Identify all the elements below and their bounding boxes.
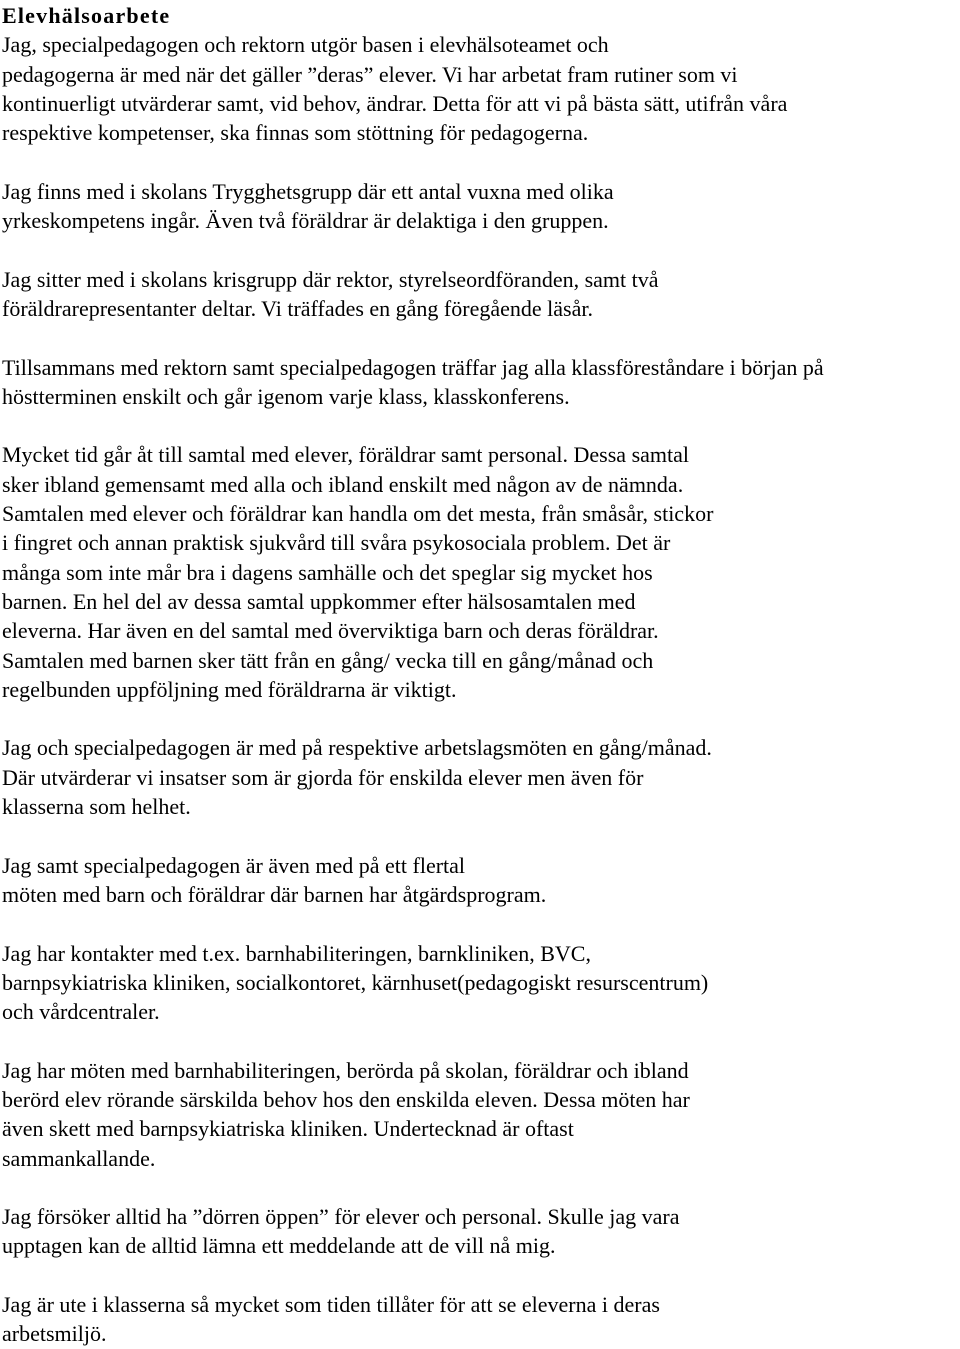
paragraph-line: höstterminen enskilt och går igenom varje klass, klasskonferens.	[2, 383, 570, 409]
paragraph-line: regelbunden uppföljning med föräldrarna är viktigt.	[2, 676, 457, 702]
paragraph-line: Jag har möten med barnhabiliteringen, berörda på skolan, föräldrar och ibland	[2, 1057, 689, 1083]
paragraph-line: sker ibland gemensamt med alla och ibland enskilt med någon av de nämnda.	[2, 471, 684, 497]
paragraph-line: pedagogerna är med när det gäller ”deras” elever. Vi har arbetat fram rutiner som vi	[2, 61, 738, 87]
paragraph-line: sammankallande.	[2, 1145, 156, 1171]
paragraph-line: Jag och specialpedagogen är med på respektive arbetslagsmöten en gång/månad.	[2, 735, 712, 761]
paragraph-line: yrkeskompetens ingår. Även två föräldrar är delaktiga i den gruppen.	[2, 208, 609, 234]
paragraph-line: berörd elev rörande särskilda behov hos den enskilda eleven. Dessa möten har	[2, 1086, 690, 1112]
paragraph-line: upptagen kan de alltid lämna ett meddelande att de vill nå mig.	[2, 1233, 556, 1259]
paragraph-line: barnpsykiatriska kliniken, socialkontoret, kärnhuset(pedagogiskt resurscentrum)	[2, 969, 709, 995]
paragraph-line: Tillsammans med rektorn samt specialpedagogen träffar jag alla klassföreståndare i början på	[2, 354, 824, 380]
paragraph	[2, 1202, 958, 1261]
paragraph-line: eleverna. Har även en del samtal med överviktiga barn och deras föräldrar.	[2, 618, 659, 644]
paragraph-line: Jag finns med i skolans Trygghetsgrupp där ett antal vuxna med olika	[2, 178, 614, 204]
paragraph	[2, 733, 958, 821]
paragraph-line: Jag sitter med i skolans krisgrupp där rektor, styrelseordföranden, samt två	[2, 266, 659, 292]
paragraph	[2, 265, 958, 324]
document-body	[2, 30, 958, 1348]
paragraph-line: klasserna som helhet.	[2, 794, 191, 820]
paragraph	[2, 1290, 958, 1349]
paragraph-line: Jag samt specialpedagogen är även med på ett flertal	[2, 852, 466, 878]
paragraph-line: Mycket tid går åt till samtal med elever, föräldrar samt personal. Dessa samtal	[2, 442, 689, 468]
paragraph-line: respektive kompetenser, ska finnas som stöttning för pedagogerna.	[2, 120, 589, 146]
document-page	[2, 0, 958, 1349]
paragraph-line: och vårdcentraler.	[2, 999, 160, 1025]
paragraph-line: barnen. En hel del av dessa samtal uppkommer efter hälsosamtalen med	[2, 588, 636, 614]
paragraph-line: Samtalen med elever och föräldrar kan handla om det mesta, från småsår, stickor	[2, 501, 714, 527]
paragraph-line: kontinuerligt utvärderar samt, vid behov, ändrar. Detta för att vi på bästa sätt, utifrån våra	[2, 90, 788, 116]
paragraph-line: i fingret och annan praktisk sjukvård till svåra psykosociala problem. Det är	[2, 530, 671, 556]
paragraph-line: Samtalen med barnen sker tätt från en gång/ vecka till en gång/månad och	[2, 647, 654, 673]
paragraph-line: Där utvärderar vi insatser som är gjorda för enskilda elever men även för	[2, 764, 644, 790]
document-heading: Elevhälsoarbete	[2, 3, 171, 28]
paragraph	[2, 440, 958, 704]
paragraph	[2, 939, 958, 1027]
paragraph-line: möten med barn och föräldrar där barnen har åtgärdsprogram.	[2, 881, 547, 907]
paragraph	[2, 851, 958, 910]
paragraph-line: många som inte mår bra i dagens samhälle och det speglar sig mycket hos	[2, 559, 653, 585]
paragraph-line: föräldrarepresentanter deltar. Vi träffades en gång föregående läsår.	[2, 295, 593, 321]
paragraph	[2, 1056, 958, 1173]
paragraph	[2, 177, 958, 236]
paragraph-line: Jag är ute i klasserna så mycket som tiden tillåter för att se eleverna i deras	[2, 1292, 660, 1318]
paragraph-line: Jag försöker alltid ha ”dörren öppen” för elever och personal. Skulle jag vara	[2, 1204, 680, 1230]
paragraph-line: arbetsmiljö.	[2, 1321, 107, 1347]
paragraph-line: Jag har kontakter med t.ex. barnhabiliteringen, barnkliniken, BVC,	[2, 940, 591, 966]
paragraph-line: även skett med barnpsykiatriska kliniken. Undertecknad är oftast	[2, 1116, 574, 1142]
paragraph-line: Jag, specialpedagogen och rektorn utgör basen i elevhälsoteamet och	[2, 32, 609, 58]
paragraph	[2, 353, 958, 412]
paragraph	[2, 30, 958, 147]
